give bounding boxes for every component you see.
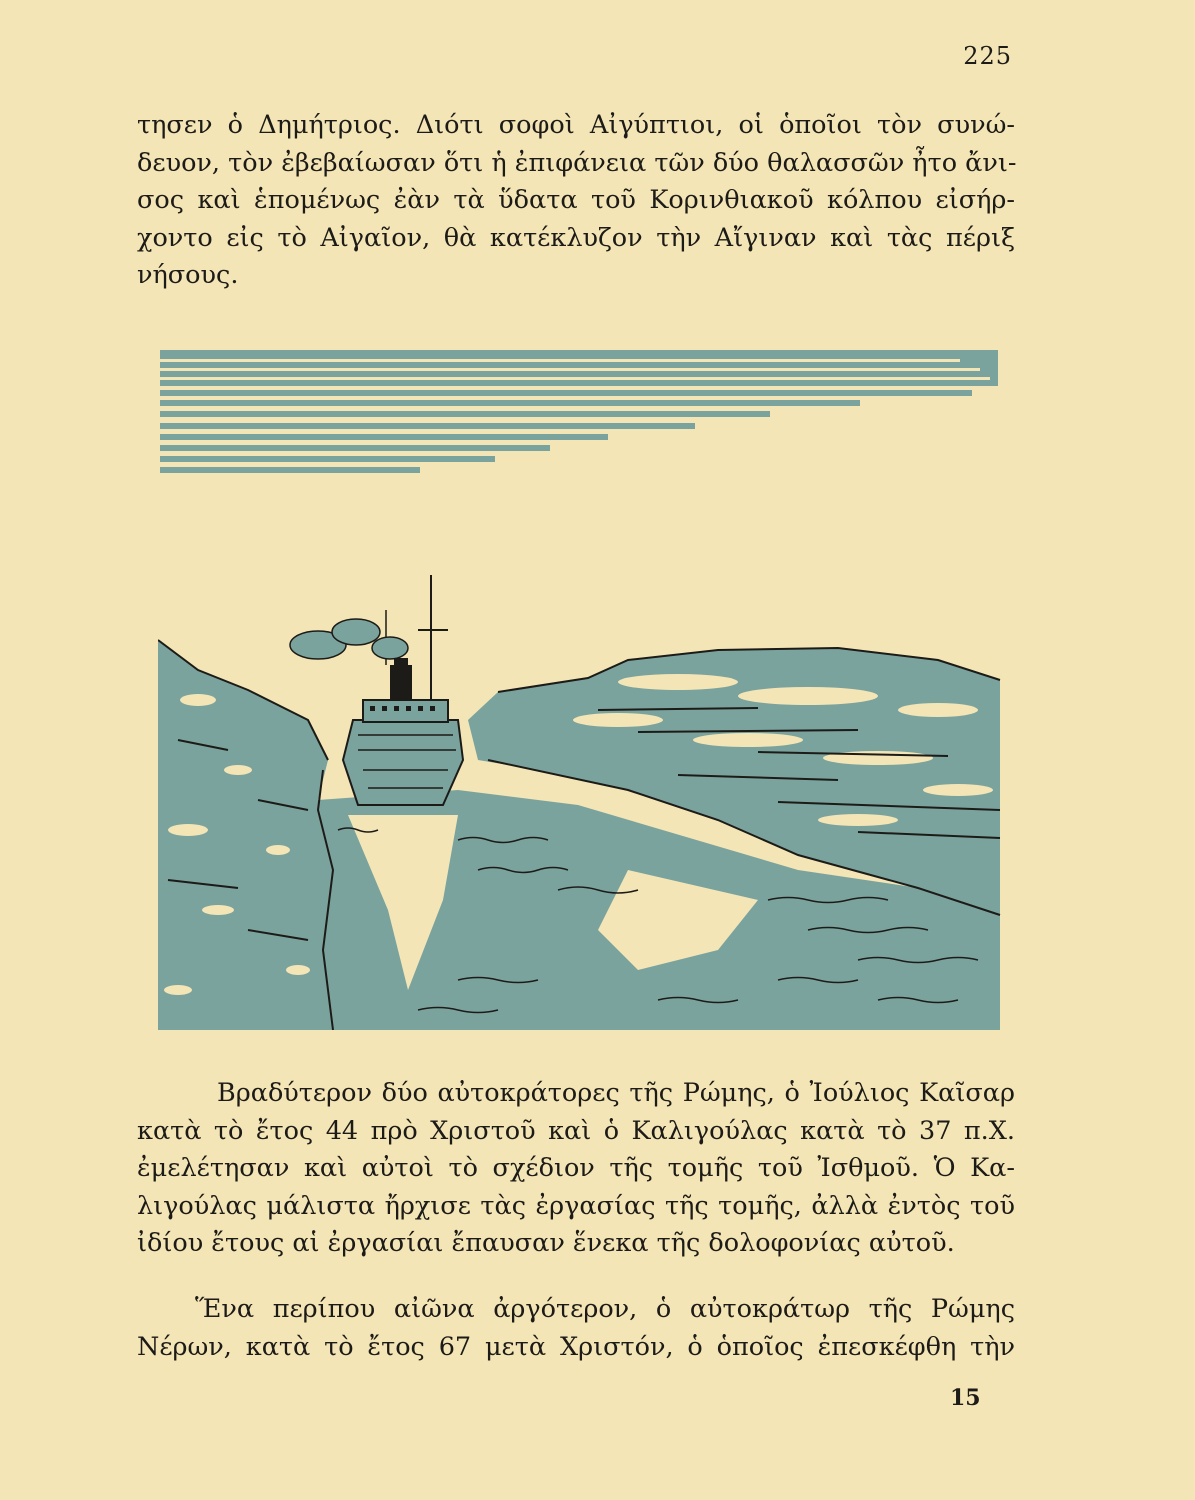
paragraph-continued (137, 107, 1015, 295)
text-line: κατὰ τὸ ἔτος 44 πρὸ Χριστοῦ καὶ ὁ Καλιγούλας κατὰ τὸ 37 π.Χ. (137, 1115, 1015, 1146)
ship-in-canal-illustration-icon (158, 570, 1003, 1030)
text-line: σος καὶ ἑπομένως ἐὰν τὰ ὕδατα τοῦ Κορινθιακοῦ κόλπου εἰσήρ- (137, 185, 1015, 215)
text-line: ἐμελέτησαν καὶ αὐτοὶ τὸ σχέδιον τῆς τομῆς τοῦ Ἰσθμοῦ. Ὁ Κα- (137, 1153, 1015, 1183)
text-line: τησεν ὁ Δημήτριος. Διότι σοφοὶ Αἰγύπτιοι, οἱ ὁποῖοι τὸν συνώ- (137, 110, 1015, 140)
paragraph-emperors (137, 1075, 1015, 1263)
text-line: Ἕνα περίπου αἰῶνα ἀργότερον, ὁ αὐτοκράτωρ τῆς Ρώμης (195, 1294, 1015, 1324)
text-line: λιγούλας μάλιστα ἤρχισε τὰς ἐργασίας τῆς τομῆς, ἀλλὰ ἐντὸς τοῦ (137, 1190, 1015, 1221)
text-line: δευον, τὸν ἐβεβαίωσαν ὅτι ἡ ἐπιφάνεια τῶν δύο θαλασσῶν ἦτο ἄνι- (137, 147, 1017, 178)
paragraph-nero (137, 1291, 1015, 1366)
signature-mark: 15 (950, 1385, 981, 1411)
text-line: χοντο εἰς τὸ Αἰγαῖον, θὰ κατέκλυζον τὴν Αἴγιναν καὶ τὰς πέριξ (137, 222, 1015, 253)
horizontal-stripes-ornament-icon (160, 350, 1000, 480)
page-number: 225 (963, 42, 1012, 70)
text-line: νήσους. (137, 260, 239, 290)
text-line: ἰδίου ἔτους αἱ ἐργασίαι ἔπαυσαν ἕνεκα τῆς δολοφονίας αὐτοῦ. (137, 1228, 955, 1258)
text-line: Βραδύτερον δύο αὐτοκράτορες τῆς Ρώμης, ὁ Ἰούλιος Καῖσαρ (217, 1078, 1015, 1108)
text-line: Νέρων, κατὰ τὸ ἔτος 67 μετὰ Χριστόν, ὁ ὁποῖος ἐπεσκέφθη τὴν (137, 1331, 1015, 1362)
